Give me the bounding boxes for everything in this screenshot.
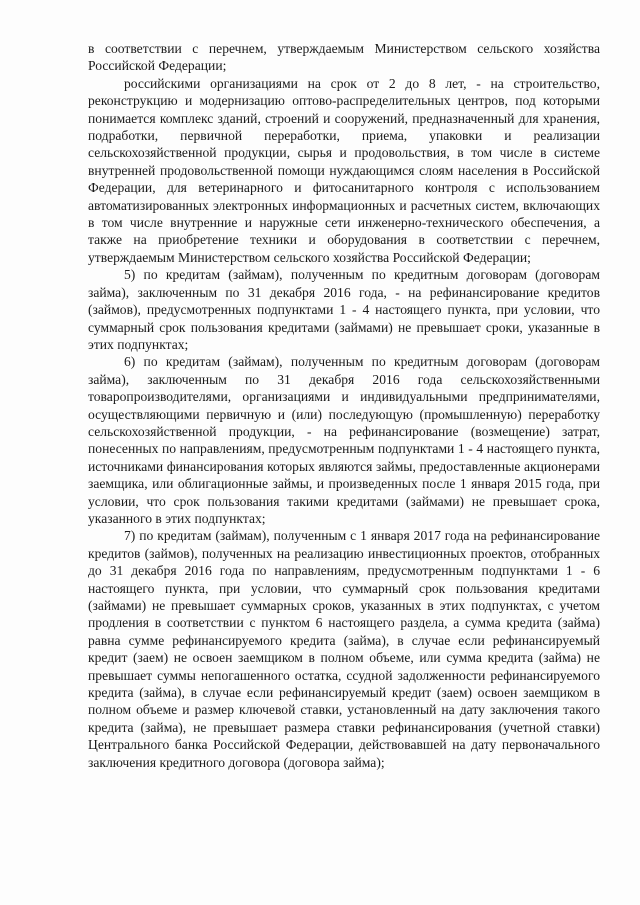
paragraph-item-6: 6) по кредитам (займам), полученным по кредитным договорам (договорам займа), заключенным по 31 декабря 2016 года сельскохозяйственными товаропроизводителями, организациями и индивидуальными предпринимателями, осуществляющими первичную и (или) последующую (промышленную) переработку сельскохозяйственной продукции, - на рефинансирование (возмещение) затрат, понесенных по направлениям, предусмотренным подпунктами 1 - 4 настоящего пункта, источниками финансирования которых являются займы, предоставленные акционерами заемщика, или облигационные займы, и произведенных после 1 января 2015 года, при условии, что срок пользования такими кредитами (займами) не превышает срока, указанного в этих подпунктах; bbox=[88, 354, 600, 526]
paragraph-wholesale-centers: российскими организациями на срок от 2 до 8 лет, - на строительство, реконструкцию и модернизацию оптово-распределительных центров, под которыми понимается комплекс зданий, строений и сооружений, предназначенный для хранения, подработки, первичной переработки, приема, упаковки и реализации сельскохозяйственной продукции, сырья и продовольствия, в том числе в системе внутренней продовольственной помощи нуждающимся слоям населения в Российской Федерации, для ветеринарного и фитосанитарного контроля с использованием автоматизированных электронных информационных и расчетных систем, включающих в том числе внутренние и наружные сети инженерно-технического обеспечения, а также на приобретение техники и оборудования в соответствии с перечнем, утверждаемым Министерством сельского хозяйства Российской Федерации; bbox=[88, 75, 600, 265]
paragraph-item-7: 7) по кредитам (займам), полученным с 1 января 2017 года на рефинансирование кредитов (займов), полученных на реализацию инвестиционных проектов, отобранных до 31 декабря 2016 года по направлениям, предусмотренным подпунктами 1 - 6 настоящего пункта, при условии, что суммарный срок пользования кредитами (займами) не превышает суммарных сроков, указанных в этих подпунктах, с учетом продления в соответствии с пунктом 6 настоящего раздела, а сумма кредита (займа) равна сумме рефинансируемого кредита (займа), в случае если рефинансируемый кредит (заем) не освоен заемщиком в полном объеме, или сумма кредита (займа) не превышает суммы непогашенного остатка, ссудной задолженности рефинансируемого кредита (займа), в случае если рефинансируемый кредит (заем) освоен заемщиком в полном объеме и размер ключевой ставки, установленный на дату заключения такого кредита (займа), не превышает размера ставки рефинансирования (учетной ставки) Центрального банка Российской Федерации, действовавшей на дату первоначального заключения кредитного договора (договора займа); bbox=[88, 528, 600, 770]
document-body bbox=[88, 40, 600, 771]
paragraph-item-5: 5) по кредитам (займам), полученным по кредитным договорам (договорам займа), заключенным по 31 декабря 2016 года, - на рефинансирование кредитов (займов), предусмотренных подпунктами 1 - 4 настоящего пункта, при условии, что суммарный срок пользования кредитами (займами) не превышает сроки, указанные в этих подпунктах; bbox=[88, 267, 600, 352]
paragraph-continuation: в соответствии с перечнем, утверждаемым Министерством сельского хозяйства Российской Федерации; bbox=[88, 41, 600, 74]
